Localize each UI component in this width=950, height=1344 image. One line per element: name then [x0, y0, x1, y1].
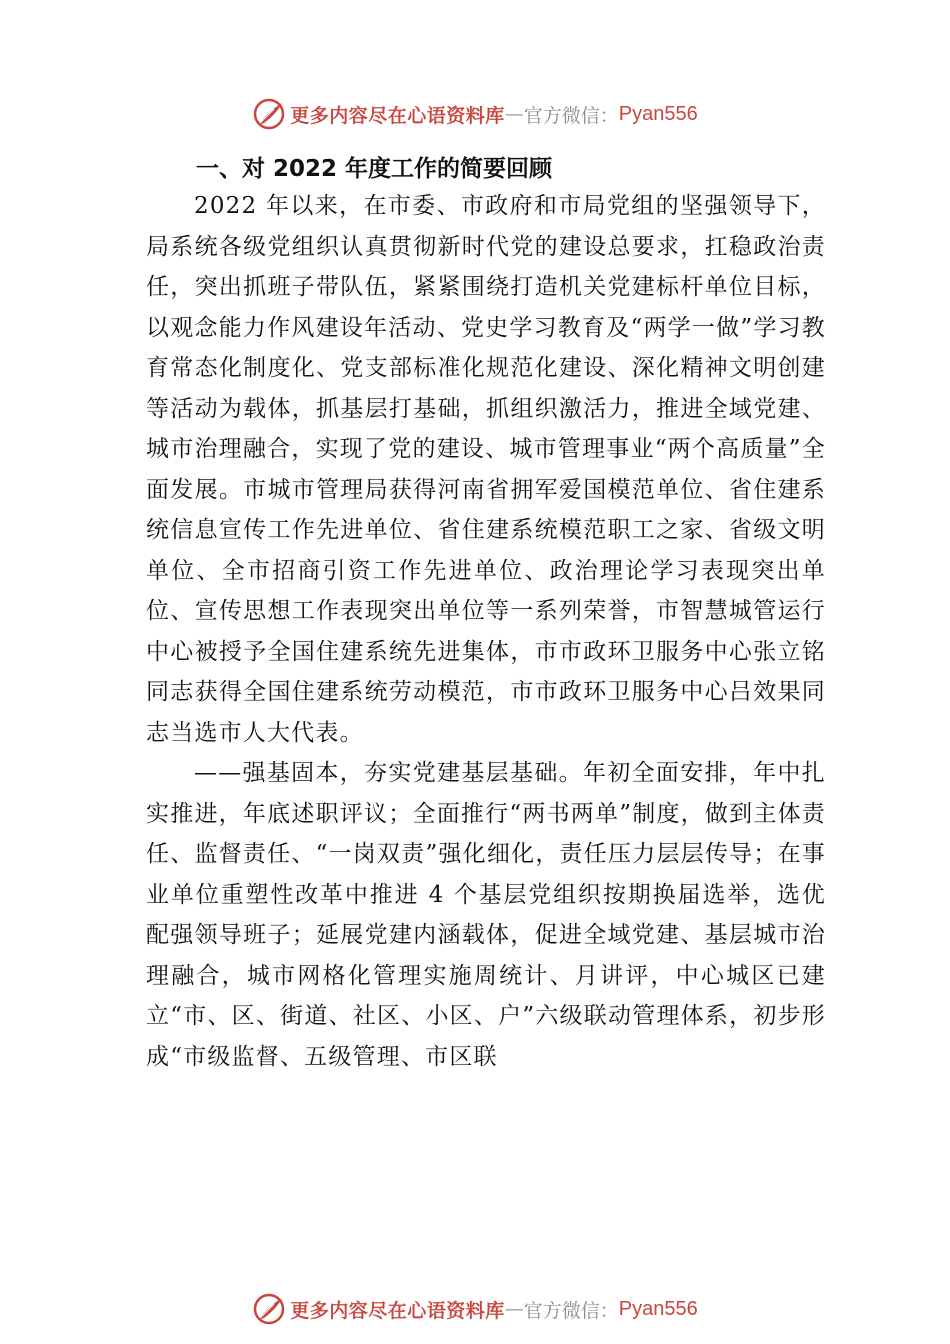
watermark-wechat-id: Pyan556 — [618, 102, 698, 125]
watermark-brand: 更多内容尽在心语资料库 — [290, 104, 505, 127]
document-body — [146, 152, 826, 1077]
watermark-separator: — — [504, 1298, 524, 1320]
watermark-brand: 更多内容尽在心语资料库 — [290, 1299, 505, 1322]
watermark-wechat-id: Pyan556 — [618, 1297, 698, 1320]
header-watermark — [0, 94, 950, 134]
section-heading: 一、对 2022 年度工作的简要回顾 — [196, 156, 553, 182]
paragraph-review-intro: 2022 年以来，在市委、市政府和市局党组的坚强领导下，局系统各级党组织认真贯彻新时代党的建设总要求，扛稳政治责任，突出抓班子带队伍，紧紧围绕打造机关党建标杆单位目标，以观念能力作风建设年活动、党史学习教育及“两学一做”学习教育常态化制度化、党支部标准化规范化建设、深化精神文明创建等活动为载体，抓基层打基础，抓组织激活力，推进全域党建、城市治理融合，实现了党的建设、城市管理事业“两个高质量”全面发展。市城市管理局获得河南省拥军爱国模范单位、省住建系统信息宣传工作先进单位、省住建系统模范职工之家、省级文明单位、全市招商引资工作先进单位、政治理论学习表现突出单位、宣传思想工作表现突出单位等一系列荣誉，市智慧城管运行中心被授予全国住建系统先进集体，市市政环卫服务中心张立铭同志获得全国住建系统劳动模范，市市政环卫服务中心吕效果同志当选市人大代表。 — [146, 193, 826, 746]
watermark-label: 官方微信： — [523, 104, 619, 127]
quill-seal-icon — [252, 1292, 286, 1326]
quill-seal-icon — [252, 97, 286, 131]
watermark-separator: — — [504, 103, 524, 125]
paragraph-strengthen-foundation: ——强基固本，夯实党建基层基础。年初全面安排，年中扎实推进，年底述职评议；全面推行“两书两单”制度，做到主体责任、监督责任、“一岗双责”强化细化，责任压力层层传导；在事业单位重塑性改革中推进 4 个基层党组织按期换届选举，选优配强领导班子；延展党建内涵载体，促进全域党建、基层城市治理融合，城市网格化管理实施周统计、月讲评，中心城区已建立“市、区、街道、社区、小区、户”六级联动管理体系，初步形成“市级监督、五级管理、市区联 — [146, 760, 826, 1070]
watermark-label: 官方微信： — [523, 1299, 619, 1322]
footer-watermark — [0, 1289, 950, 1329]
